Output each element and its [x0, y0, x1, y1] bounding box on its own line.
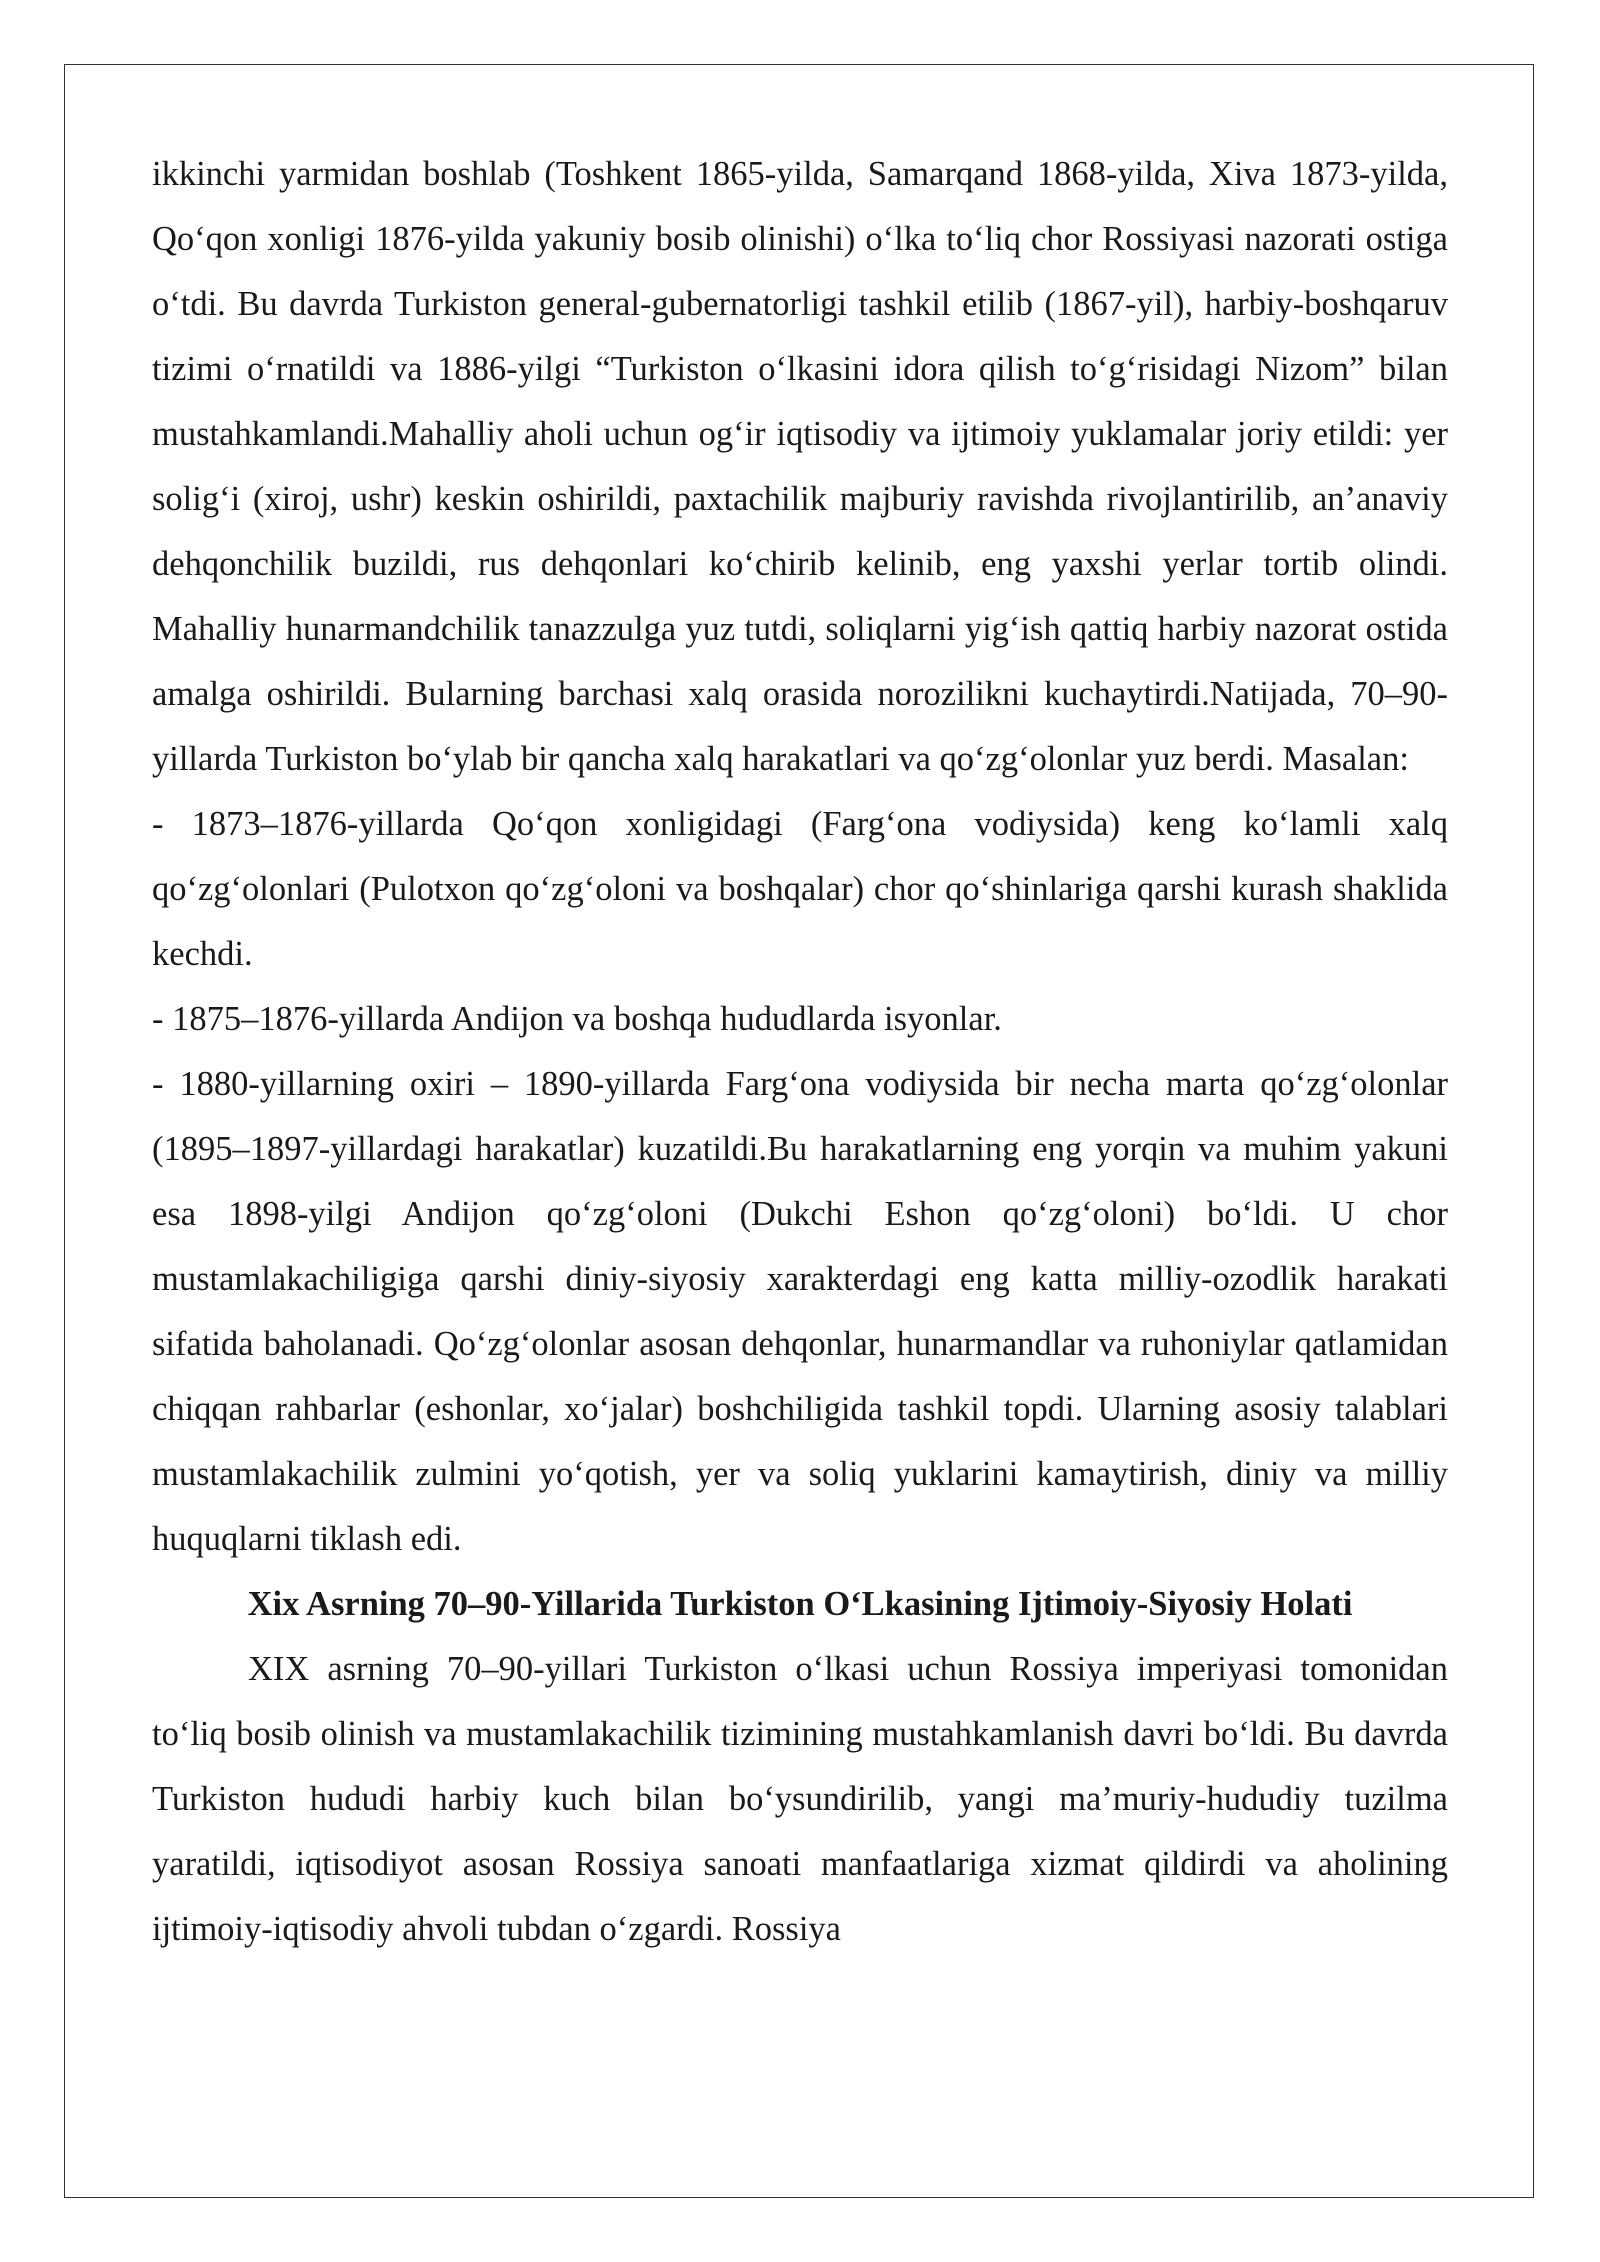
list-item-1880: - 1880-yillarning oxiri – 1890-yillarda Farg‘ona vodiysida bir necha marta qo‘zg‘olonlar (1895–1897-yillardagi harakatlar) kuzatildi.Bu harakatlarning eng yorqin va muhim yakuni esa 1898-yilgi Andijon qo‘zg‘oloni (Dukchi Eshon qo‘zg‘oloni) bo‘ldi. U chor mustamlakachiligiga qarshi diniy-siyosiy xarakterdagi eng katta milliy-ozodlik harakati sifatida baholanadi. Qo‘zg‘olonlar asosan dehqonlar, hunarmandlar va ruhoniylar qatlamidan chiqqan rahbarlar (eshonlar, xo‘jalar) boshchiligida tashkil topdi. Ularning asosiy talablari mustamlakachilik zulmini yo‘qotish, yer va soliq yuklarini kamaytirish, diniy va milliy huquqlarni tiklash edi.: [152, 1065, 1448, 1558]
list-item-1875: - 1875–1876-yillarda Andijon va boshqa hududlarda isyonlar.: [152, 1000, 1002, 1038]
section-heading: Xix Asrning 70–90-Yillarida Turkiston O‘Lkasining Ijtimoiy-Siyosiy Holati: [247, 1585, 1353, 1623]
list-item-1873: - 1873–1876-yillarda Qo‘qon xonligidagi (Farg‘ona vodiysida) keng ko‘lamli xalq qo‘zg‘olonlari (Pulotxon qo‘zg‘oloni va boshqalar) chor qo‘shinlariga qarshi kurash shaklida kechdi.: [152, 805, 1448, 973]
document-body: [152, 142, 1448, 1962]
paragraph-intro: ikkinchi yarmidan boshlab (Toshkent 1865-yilda, Samarqand 1868-yilda, Xiva 1873-yilda, Qo‘qon xonligi 1876-yilda yakuniy bosib olinishi) o‘lka to‘liq chor Rossiyasi nazorati ostiga o‘tdi. Bu davrda Turkiston general-gubernatorligi tashkil etilib (1867-yil), harbiy-boshqaruv tizimi o‘rnatildi va 1886-yilgi “Turkiston o‘lkasini idora qilish to‘g‘risidagi Nizom” bilan mustahkamlandi.Mahalliy aholi uchun og‘ir iqtisodiy va ijtimoiy yuklamalar joriy etildi: yer solig‘i (xiroj, ushr) keskin oshirildi, paxtachilik majburiy ravishda rivojlantirilib, an’anaviy dehqonchilik buzildi, rus dehqonlari ko‘chirib kelinib, eng yaxshi yerlar tortib olindi. Mahalliy hunarmandchilik tanazzulga yuz tutdi, soliqlarni yig‘ish qattiq harbiy nazorat ostida amalga oshirildi. Bularning barchasi xalq orasida norozilikni kuchaytirdi.Natijada, 70–90-yillarda Turkiston bo‘ylab bir qancha xalq harakatlari va qo‘zg‘olonlar yuz berdi. Masalan:: [152, 155, 1448, 778]
paragraph-section: XIX asrning 70–90-yillari Turkiston o‘lkasi uchun Rossiya imperiyasi tomonidan to‘liq bosib olinish va mustamlakachilik tizimining mustahkamlanish davri bo‘ldi. Bu davrda Turkiston hududi harbiy kuch bilan bo‘ysundirilib, yangi ma’muriy-hududiy tuzilma yaratildi, iqtisodiyot asosan Rossiya sanoati manfaatlariga xizmat qildirdi va aholining ijtimoiy-iqtisodiy ahvoli tubdan o‘zgardi. Rossiya: [152, 1650, 1448, 1948]
